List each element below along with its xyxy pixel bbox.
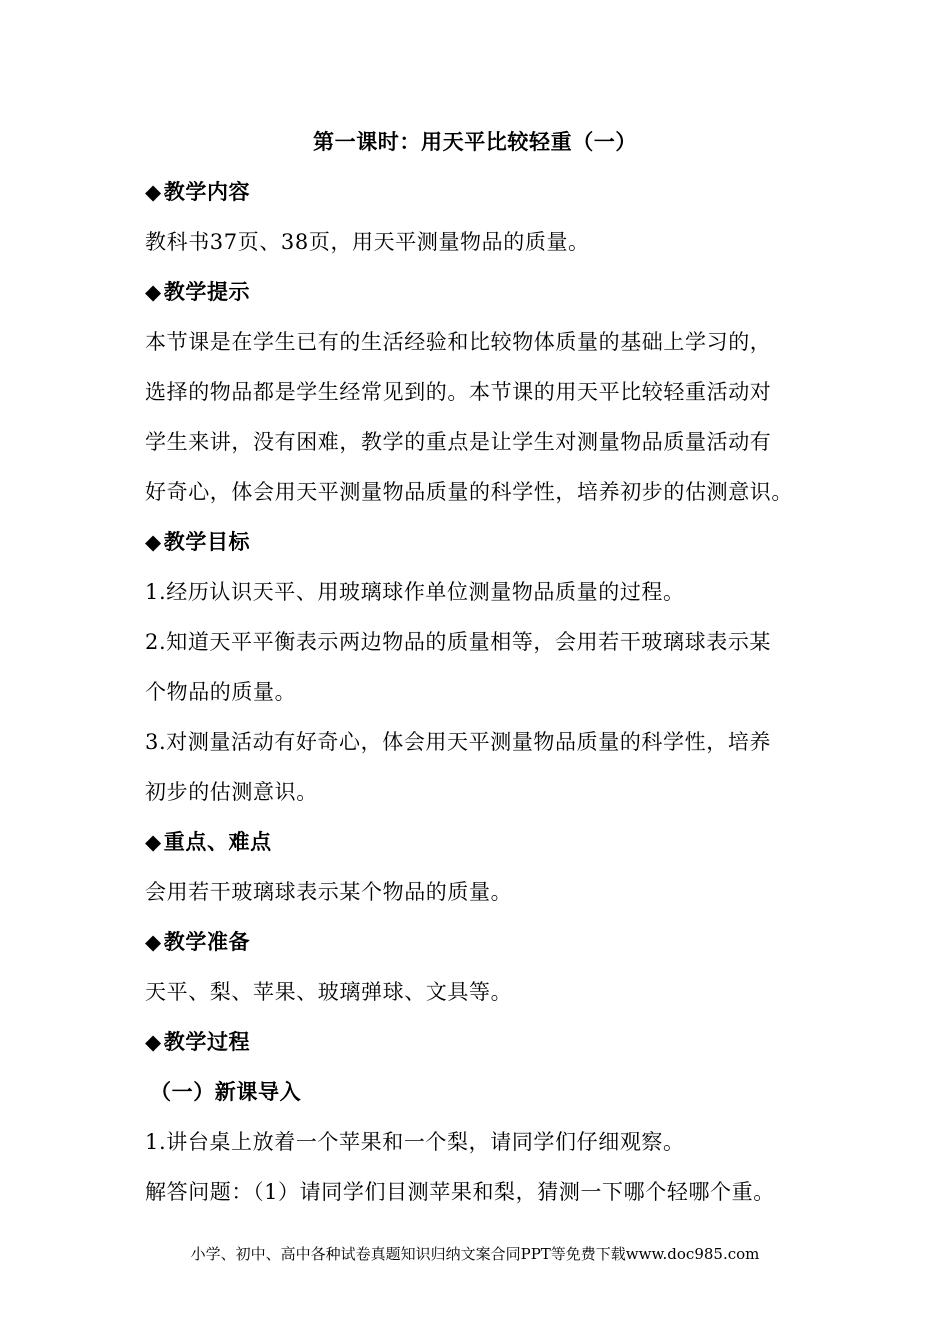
heading-text: 教学准备 (163, 930, 251, 954)
section-heading-content (145, 178, 815, 206)
heading-text: 教学目标 (163, 530, 251, 554)
section-heading-keypoints (145, 828, 815, 856)
page-title: 第一课时：用天平比较轻重（一） (313, 130, 637, 154)
paragraph-line: 好奇心，体会用天平测量物品质量的科学性，培养初步的估测意识。 (145, 480, 793, 504)
section-heading-preparation (145, 928, 815, 956)
heading-text: 教学过程 (163, 1030, 251, 1054)
diamond-bullet-icon: ◆ (145, 530, 162, 554)
paragraph-line: 天平、梨、苹果、玻璃弹球、文具等。 (145, 980, 513, 1004)
diamond-bullet-icon: ◆ (145, 280, 162, 304)
paragraph-line: 个物品的质量。 (145, 680, 297, 704)
diamond-bullet-icon: ◆ (145, 830, 162, 854)
paragraph-line: 会用若干玻璃球表示某个物品的质量。 (145, 880, 513, 904)
paragraph-line: 3.对测量活动有好奇心，体会用天平测量物品质量的科学性，培养 (145, 730, 772, 754)
paragraph-line: 选择的物品都是学生经常见到的。本节课的用天平比较轻重活动对 (145, 380, 772, 404)
section-heading-process (145, 1028, 815, 1056)
paragraph-line: 1.经历认识天平、用玻璃球作单位测量物品质量的过程。 (145, 580, 685, 604)
paragraph-line: 2.知道天平平衡表示两边物品的质量相等，会用若干玻璃球表示某 (145, 630, 772, 654)
paragraph-line: 教科书37页、38页，用天平测量物品的质量。 (145, 230, 590, 254)
page-footer: 小学、初中、高中各种试卷真题知识归纳文案合同PPT等免费下载www.doc985.com (190, 1245, 760, 1263)
heading-text: 重点、难点 (163, 830, 272, 854)
diamond-bullet-icon: ◆ (145, 180, 162, 204)
diamond-bullet-icon: ◆ (145, 1030, 162, 1054)
section-heading-hint (145, 278, 815, 306)
paragraph-line: 初步的估测意识。 (145, 780, 318, 804)
heading-text: 教学提示 (163, 280, 251, 304)
paragraph-line: 本节课是在学生已有的生活经验和比较物体质量的基础上学习的， (145, 330, 772, 354)
paragraph-line: 解答问题：（1）请同学们目测苹果和梨，猜测一下哪个轻哪个重。 (145, 1180, 775, 1204)
paragraph-line: 1.讲台桌上放着一个苹果和一个梨，请同学们仔细观察。 (145, 1130, 685, 1154)
section-heading-goals (145, 528, 815, 556)
diamond-bullet-icon: ◆ (145, 930, 162, 954)
paragraph-line: 学生来讲，没有困难，教学的重点是让学生对测量物品质量活动有 (145, 430, 772, 454)
heading-text: 教学内容 (163, 180, 251, 204)
subsection-heading: （一）新课导入 (150, 1080, 302, 1104)
